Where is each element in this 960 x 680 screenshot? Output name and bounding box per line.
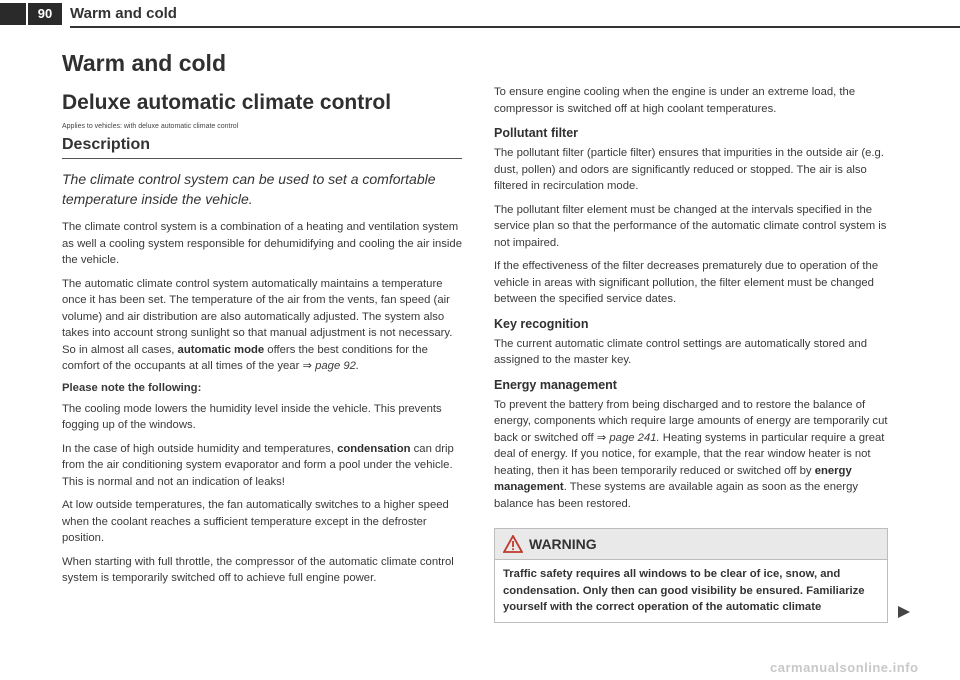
left-column (62, 50, 462, 594)
running-title: Warm and cold (70, 5, 177, 22)
page-reference-link[interactable]: ⇒ page 92. (302, 360, 360, 372)
section-title: Deluxe automatic climate control (62, 91, 392, 114)
note-heading: Please note the following: (62, 381, 202, 394)
energy-management-heading: Energy management (494, 377, 617, 392)
warning-box (494, 528, 888, 623)
paragraph: The pollutant filter element must be changed at the intervals specified in the service plan so that the performance of the automatic climate control system is not impaired. (494, 203, 887, 249)
chapter-title: Warm and cold (62, 50, 226, 76)
page-number: 90 (28, 3, 62, 25)
paragraph: At low outside temperatures, the fan automatically switches to a higher speed when the coolant reaches a sufficient temperature except in the defroster position. (62, 499, 449, 544)
paragraph: In the case of high outside humidity and temperatures, condensation can drip from the air conditioning system evaporator and form a pool under the vehicle. This is normal and not an indication of leaks! (62, 442, 454, 488)
paragraph: The automatic climate control system automatically maintains a temperature once it has been set. The temperature of the air from the vents, fan speed (air volume) and air distribution are also automatically adjusted. The system also takes into account strong sunlight so that manual adjustment is not necessary. So in almost all cases, automatic mode offers the best conditions for the comfort of the occupants at all times of the year ⇒ page 92. (62, 277, 453, 372)
lead-paragraph: The climate control system can be used to set a comfortable temperature inside the vehicle. (62, 171, 436, 207)
paragraph: The climate control system is a combination of a heating and ventilation system as well a cooling system responsible for dehumidifying and cooling the air inside the vehicle. (62, 221, 463, 266)
paragraph: The pollutant filter (particle filter) ensures that impurities in the outside air (e.g. dust, pollen) and odors are significantly reduced or stopped. The air is also filtered in recirculation mode. (494, 147, 884, 192)
warning-text: Traffic safety requires all windows to be clear of ice, snow, and condensation. Only then can good visibility be ensured. Familiarize yourself with the correct operation of the automatic climate (495, 560, 887, 622)
paragraph: If the effectiveness of the filter decreases prematurely due to operation of the vehicle in areas with significant pollution, the filter element must be changed between the specified service dates. (494, 260, 879, 305)
header-divider (70, 26, 960, 28)
paragraph: When starting with full throttle, the compressor of the automatic climate control system is temporarily switched off to achieve full engine power. (62, 555, 454, 584)
page-reference-link[interactable]: ⇒ page 241. (596, 431, 660, 444)
subsection-title: Description (62, 136, 462, 159)
page-number-tab (0, 3, 26, 25)
warning-label: WARNING (529, 536, 597, 552)
page-header (0, 0, 960, 28)
watermark: carmanualsonline.info (770, 660, 919, 675)
pollutant-filter-heading: Pollutant filter (494, 126, 579, 140)
warning-header (495, 529, 887, 560)
warning-triangle-icon (503, 535, 523, 553)
paragraph: To prevent the battery from being discharged and to restore the balance of energy, components which require large amounts of energy are temporarily cut back or switched off ⇒ page 241. Heating systems in particular require a great deal of energy. If you notice, for example, that the rear window heater is not heating, then it has been temporarily reduced or switched off by energy management. These systems are available again as soon as the energy balance has been restored. (494, 398, 888, 510)
paragraph: The current automatic climate control settings are automatically stored and assigned to the master key. (494, 337, 867, 366)
applies-to-note: Applies to vehicles: with deluxe automatic climate control (62, 123, 239, 130)
right-column (494, 84, 894, 623)
paragraph: To ensure engine cooling when the engine is under an extreme load, the compressor is switched off at high coolant temperatures. (494, 86, 856, 115)
paragraph: The cooling mode lowers the humidity level inside the vehicle. This prevents fogging up of the windows. (62, 402, 442, 431)
key-recognition-heading: Key recognition (494, 316, 589, 331)
continue-arrow-icon (896, 605, 912, 619)
